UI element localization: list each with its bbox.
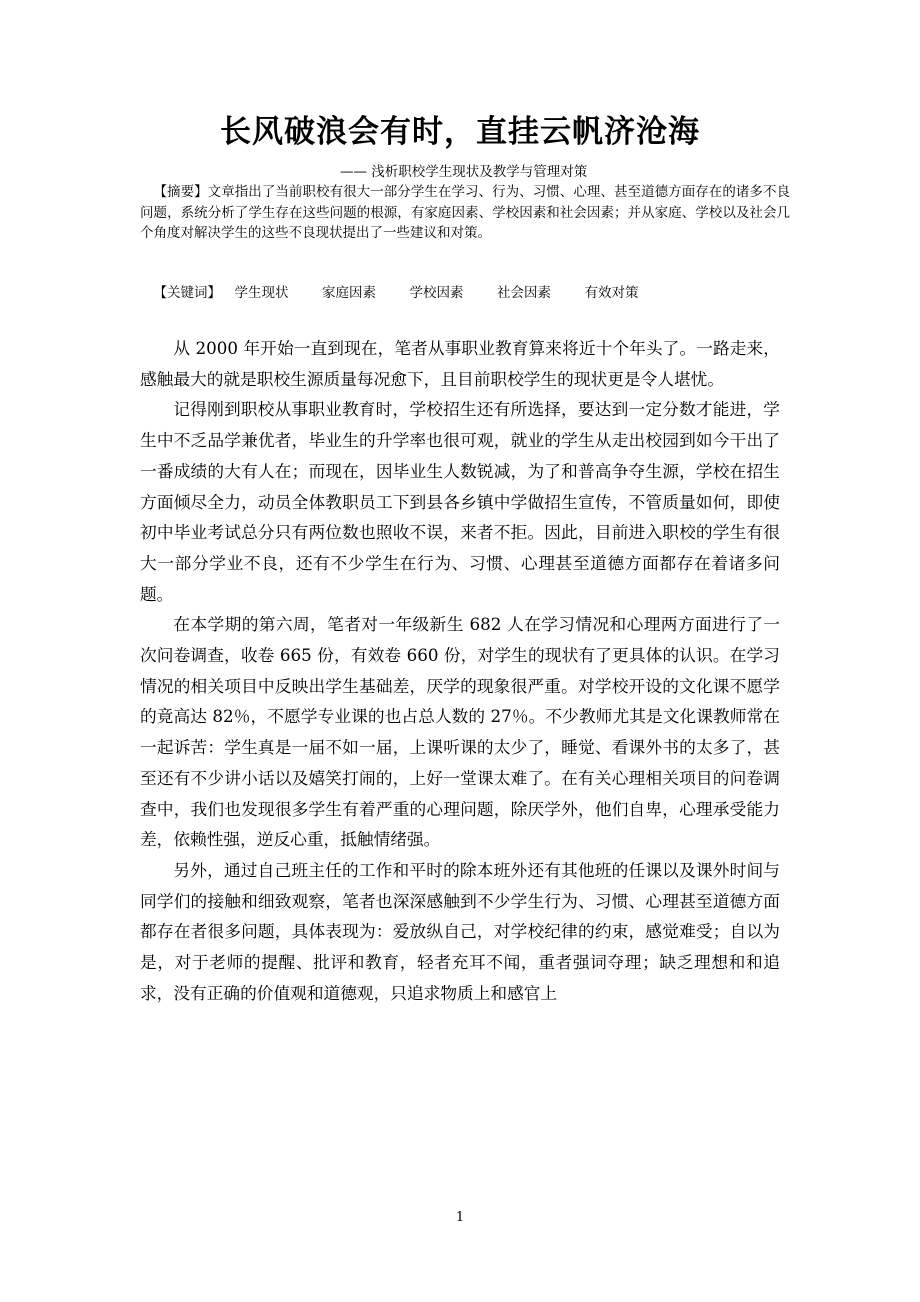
body-paragraph: 记得刚到职校从事职业教育时，学校招生还有所选择，要达到一定分数才能进，学生中不乏品学兼优者，毕业生的升学率也很可观，就业的学生从走出校园到如今干出了一番成绩的大有人在；而现在，因毕业生人数锐减，为了和普高争夺生源，学校在招生方面倾尽全力，动员全体教职员工下到县各乡镇中学做招生宣传，不管质量如何，即使初中毕业考试总分只有两位数也照收不误，来者不拒。因此，目前进入职校的学生有很大一部分学业不良，还有不少学生在行为、习惯、心理甚至道德方面都存在着诸多问题。	[140, 399, 780, 604]
body-paragraph: 另外，通过自己班主任的工作和平时的除本班外还有其他班的任课以及课外时间与同学们的接触和细致观察，笔者也深深感触到不少学生行为、习惯、心理甚至道德方面都存在者很多问题，具体表现为：爱放纵自己，对学校纪律的约束，感觉难受；自以为是，对于老师的提醒、批评和教育，轻者充耳不闻，重者强词夺理；缺乏理想和和追求，没有正确的价值观和道德观，只追求物质上和感官上	[140, 859, 780, 1003]
body-text	[140, 333, 780, 1008]
keyword-item: 学生现状	[234, 285, 289, 301]
document-title: 长风破浪会有时，直挂云帆济沧海	[220, 114, 700, 150]
keyword-item: 有效对策	[584, 285, 639, 301]
abstract-text: 【摘要】文章指出了当前职校有很大一部分学生在学习、行为、习惯、心理、甚至道德方面存在的诸多不良问题，系统分析了学生存在这些问题的根源，有家庭因素、学校因素和社会因素；并从家庭、学校以及社会几个角度对解决学生的这些不良现状提出了一些建议和对策。	[140, 184, 790, 242]
keywords-line	[140, 283, 790, 303]
keyword-item: 学校因素	[409, 285, 464, 301]
keyword-item: 社会因素	[497, 285, 551, 301]
keyword-item: 家庭因素	[322, 285, 376, 301]
body-paragraph: 从 2000 年开始一直到现在，笔者从事职业教育算来将近十个年头了。一路走来，感触最大的就是职校生源质量每况愈下，且目前职校学生的现状更是令人堪忧。	[140, 338, 780, 389]
document-subtitle: —— 浅析职校学生现状及教学与管理对策	[340, 164, 588, 180]
keywords-label: 【关键词】	[153, 285, 221, 301]
body-paragraph: 在本学期的第六周，笔者对一年级新生 682 人在学习情况和心理两方面进行了一次问卷调查，收卷 665 份，有效卷 660 份，对学生的现状有了更具体的认识。在学习情况的相关项目中反映出学生基础差，厌学的现象很严重。对学校开设的文化课不愿学的竟高达 82％，不愿学专业课的也占总人数的 27％。不少教师尤其是文化课教师常在一起诉苦：学生真是一届不如一届，上课听课的太少了，睡觉、看课外书的太多了，甚至还有不少讲小话以及嬉笑打闹的，上好一堂课太难了。在有关心理相关项目的问卷调查中，我们也发现很多学生有着严重的心理问题，除厌学外，他们自卑，心理承受能力差，依赖性强，逆反心重，抵触情绪强。	[140, 614, 780, 850]
page-number: 1	[455, 1210, 465, 1225]
